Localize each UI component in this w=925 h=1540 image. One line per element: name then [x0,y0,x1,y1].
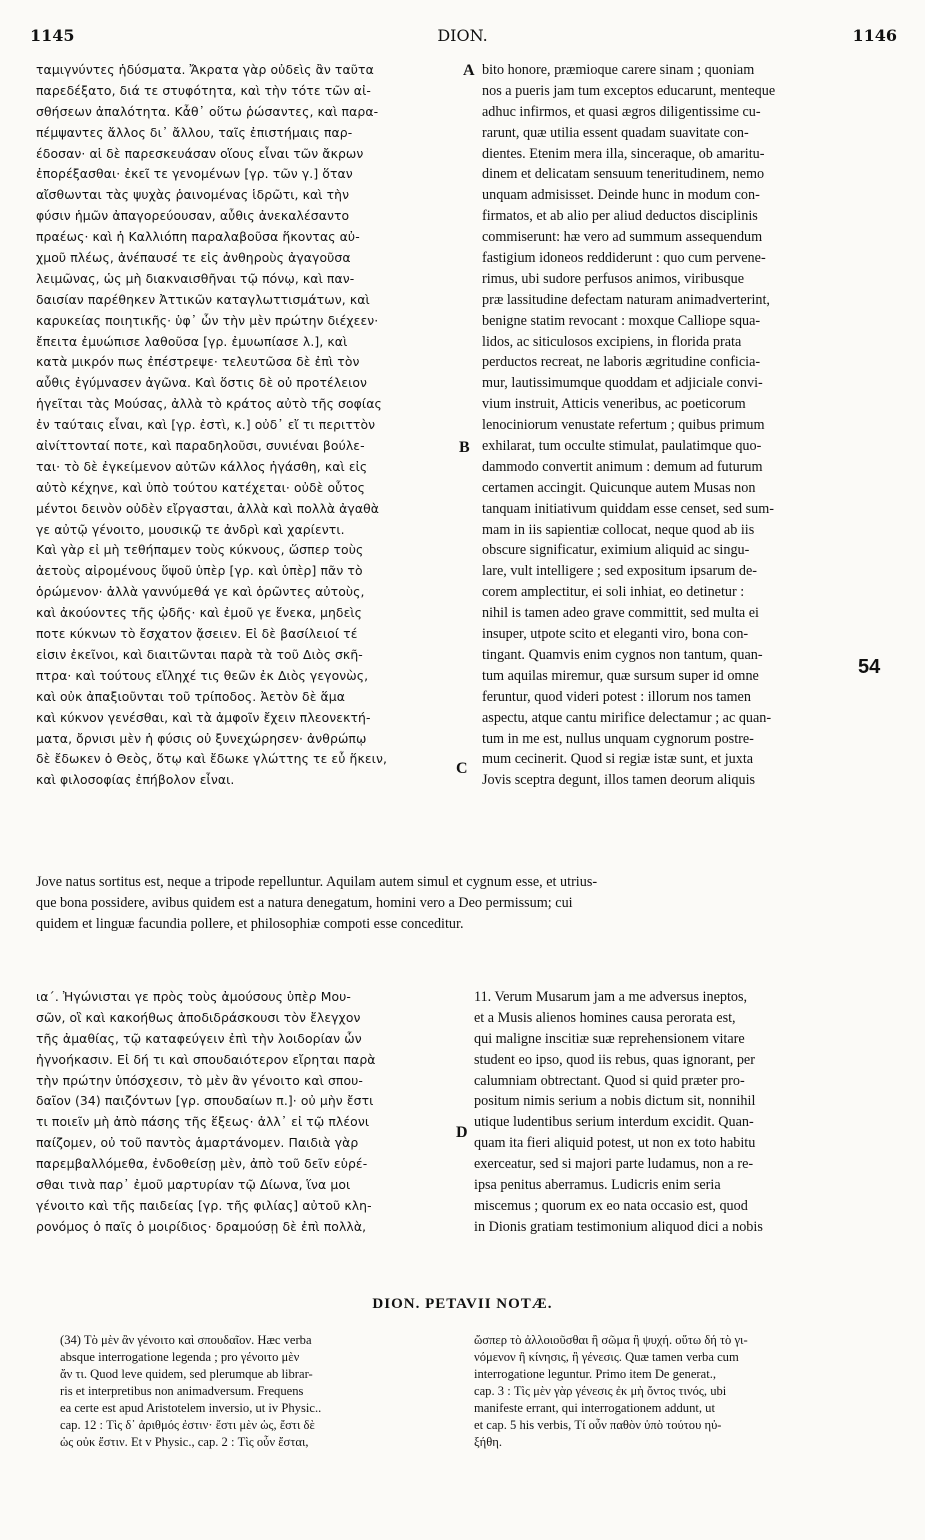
text-line: ἠγνοήκασιν. Εἰ δή τι καὶ σπουδαιότερον εἴρηται παρὰ [36,1051,376,1067]
text-line: cap. 12 : Τὶς δ᾽ ἀριθμός ἐστιν· ἔστι μὲν ὡς, ἔστι δὲ [60,1418,315,1432]
text-line: aspectu, atque cantu mirifice delectamur ; ac quan- [482,709,772,726]
text-line: tingant. Quamvis enim cygnos non tantum, quan- [482,646,763,663]
text-line: ipsa penitus aberramus. Ludicris enim seria [474,1177,721,1194]
text-line: (34) Τὸ μὲν ἂν γένοιτο καὶ σπουδαῖον. Hæc verba [60,1333,312,1347]
text-line: mam in iis sapientiæ collocat, neque quod ab iis [482,521,755,538]
text-line: ris et interpretibus non animadversum. Frequens [60,1384,304,1398]
text-line: dinem et delicatam sensuum teneritudinem, nemo [482,166,765,183]
column-number-54: 54 [858,656,881,678]
text-line: bito honore, præmioque carere sinam ; quoniam [482,62,755,78]
section-marker-a: A [463,62,475,79]
text-line: utique ludentibus serium interdum excidit. Quan- [474,1114,754,1131]
text-line: ξήθη. [474,1435,502,1449]
text-line: lare, vult intelligere ; sed expositum ipsarum de- [482,563,758,580]
text-line: rarunt, quæ utilia essent quadam suavitate con- [482,124,749,141]
text-line: adhuc infirmos, et quasi ægros diligentissime cu- [482,103,761,120]
text-line: vium instruit, Atticis veneribus, ac poeticorum [482,396,746,413]
page-number-left: 1145 [30,26,75,45]
text-line: student eo ipso, quod iis rebus, quas ignorant, per [474,1051,755,1068]
text-line: exhilarat, tum occulte stimulat, paulatimque quo- [482,438,762,455]
text-line: miscemus ; quorum ex eo nata occasio est, quod [474,1197,748,1214]
text-line: καὶ κύκνον γενέσθαι, καὶ τὰ ἀμφοῖν ἔχειν πλεονεκτή- [36,709,371,725]
text-line: παίζομεν, οὐ τοῦ παντὸς ἁμαρτάνομεν. Παιδιὰ γὰρ [36,1135,359,1151]
notes-heading: DION. PETAVII NOTÆ. [372,1296,553,1312]
text-line: ἀετοὺς αἰρομένους ὕψοῦ ὑπὲρ [γρ. καὶ ὑπὲρ] πᾶν τὸ [36,563,363,579]
text-line: et cap. 5 his verbis, Τί οὖν παθὸν ὑπὸ τούτου ηὐ- [474,1418,722,1432]
text-line: mum cecinerit. Quod si regiæ istæ sunt, et juxta [482,751,754,768]
text-line: Jove natus sortitus est, neque a tripode repelluntur. Aquilam autem simul et cygnum esse, et utrius- [36,874,598,890]
text-line: αἰνίττονταί ποτε, καὶ παραδηλοῦσι, συνιέναι βούλε- [36,438,365,454]
text-line: ια΄. Ἠγώνισται γε πρὸς τοὺς ἀμούσους ὑπὲρ Μου- [36,989,352,1004]
latin-column-bottom [474,987,894,1238]
text-line: perductos recreat, ne laboris ægritudine conficia- [482,354,761,371]
text-line: firmatos, et ab alio per aliud deductos disciplinis [482,208,758,225]
text-line: πτρα· καὶ τούτους εἴληχέ τις θεῶν ἐκ Διὸς γεγονὼς, [36,667,369,683]
text-line: unquam admisisset. Deinde hunc in modum con- [482,187,760,204]
text-line: corem amplectitur, ei soli inhiat, eo detinetur : [482,584,745,601]
text-line: ρονόμος ὁ παῖς ὁ μοιρίδιος· δραμούσῃ δὲ ἐπὶ πολλὰ, [36,1218,367,1234]
text-line: positum nimis serium a nobis dictum sit, nonnihil [474,1093,756,1110]
text-line: ὡς οὐκ ἔστιν. Et v Physic., cap. 2 : Τὶς οὖν ἔσται, [60,1435,309,1449]
text-line: εἰσιν ἐκεῖνοι, καὶ διαιτῶνται παρὰ τὰ τοῦ Διὸς σκῆ- [36,646,363,662]
text-line: αἴσθωνται τὰς ψυχὰς ῥαινομένας ἱδρῶτι, καὶ τὴν [36,187,350,203]
text-line: commiserunt: hæ vero ad summum assequendum [482,229,763,246]
text-line: benigne statim revocant : moxque Calliope squa- [482,312,761,329]
text-line: obscure significatur, eximium aliquid ac singu- [482,542,750,559]
notes-column-left [60,1332,452,1451]
text-line: quam ita fieri aliquid potest, ut non ex toto habitu [474,1135,756,1152]
text-line: mur, lautissimumque quoddam et adjiciale convi- [482,375,763,392]
text-line: τὴν πρώτην ὑπόσχεσιν, τὸ μὲν ἂν γένοιτο καὶ σπου- [36,1072,363,1088]
text-line: καὶ φιλοσοφίας ἐπήβολον εἶναι. [36,772,235,788]
text-line: ἔπειτα ἐμυώπισε λαθοῦσα [γρ. ἐμυωπίασε λ.], καὶ [36,333,348,349]
text-line: Jovis sceptra degunt, illos tamen deorum aliquis [482,772,756,789]
text-line: τι ποιεῖν μὴ ἀπὸ πάσης τῆς ἕξεως· ἀλλ᾽ εἰ τῷ πλέονι [36,1114,370,1130]
section-marker-d: D [456,1124,468,1141]
text-line: nos a pueris jam tum exceptos educarunt, menteque [482,82,776,99]
text-line: καρυκείας ποιητικῆς· ὑφ᾽ ὧν τὴν μὲν πρώτην διέχεεν· [36,312,379,328]
text-line: αὖθις ἐγύμνασεν ἀγῶνα. Καὶ ὅστις δὲ οὐ προτέλειον [36,375,368,391]
text-line: tum in me est, nullus unquam cygnorum postre- [482,730,754,747]
text-line: absque interrogatione legenda ; pro γένοιτο μὲν [60,1350,300,1364]
text-line: interrogatione leguntur. Primo item De generat., [474,1367,717,1381]
text-line: qui maligne inscitiæ suæ reprehensionem vitare [474,1030,745,1047]
text-line: lenociniorum venustate refertum ; quibus primum [482,417,765,434]
text-line: in Dionis gratiam testimonium aliquod dici a nobis [474,1218,763,1235]
text-line: tanquam initiativum quiddam esse censet, sed sum- [482,500,774,517]
text-line: ea certe est apud Aristotelem inversio, ut iv Physic.. [60,1401,322,1415]
text-line: dammodo convertit animum : demum ad futurum [482,458,763,475]
text-line: ἡγεῖται τὰς Μούσας, ἀλλὰ τὸ κράτος αὐτὸ τῆς σοφίας [36,396,382,412]
text-line: σῶν, οἳ καὶ κακοήθως ἀποδιδράσκουσι τὸν ἔλεγχον [36,1009,361,1025]
text-line: παρεμβαλλόμεθα, ἐνδοθείσῃ μὲν, ἀπὸ τοῦ δεῖν εὑρέ- [36,1156,368,1172]
text-line: λειμῶνας, ὡς μὴ διακναισθῆναι τῷ πόνῳ, καὶ παν- [36,270,355,286]
text-line: φύσιν ἡμῶν ἀπαγορεύουσαν, αὖθις ἀνεκαλέσαντο [36,208,350,224]
text-line: feruntur, quod videri potest : illorum nos tamen [482,688,751,705]
text-line: nihil is tamen adeo grave committit, sed multa ei [482,605,759,622]
text-line: δὲ ἔδωκεν ὁ Θεὸς, ὅτῳ καὶ ἔδωκε γλώττης τε εὖ ἥκειν, [36,751,388,767]
text-line: et a Musis alienos homines causa perorata est, [474,1009,736,1026]
text-line: que bona possidere, avibus quidem est a natura denegatum, homini vero a Deo permissum; cui [36,895,573,911]
text-line: cap. 3 : Τὶς μὲν γὰρ γένεσις ἐκ μὴ ὄντος τινός, ubi [474,1384,727,1398]
text-line: ἐν ταύταις εἶναι, καὶ [γρ. ἐστὶ, κ.] οὐδ᾽ εἴ τι περιττὸν [36,417,376,433]
text-line: calumniam obtrectant. Quod si quid præter pro- [474,1072,745,1089]
text-line: δαῖον (34) παιζόντων [γρ. σπουδαίων π.]· οὐ μὴν ἔστι [36,1093,374,1109]
text-line: μέντοι δεινὸν οὐδὲν εἴργασται, ἀλλὰ καὶ πολλὰ ἀγαθὰ [36,500,380,516]
text-line: νόμενον ἢ κίνησις, ἢ γένεσις. Quæ tamen verba cum [474,1350,739,1364]
text-line: certamen accingit. Quicunque autem Musas non [482,479,756,496]
text-line: δαισίαν παρέθηκεν Ἀττικῶν καταγλωττισμάτων, καὶ [36,291,370,307]
text-line: fastigium idoneos reddiderunt : quo cum pervene- [482,250,766,267]
text-line: έδοσαν· αἱ δὲ παρεσκευάσαν οἵους εἶναι τῶν ἄκρων [36,145,364,161]
section-marker-b: B [459,439,470,456]
text-line: ποτε κύκνων τὸ ἔσχατον ᾄσειεν. Εἰ δὲ βασίλειοί τέ [36,626,358,642]
text-line: præ lassitudine defectam naturam animadverterint, [482,291,770,308]
text-line: 11. Verum Musarum jam a me adversus ineptos, [474,989,748,1005]
text-line: Καὶ γὰρ εἰ μὴ τεθήπαμεν τοὺς κύκνους, ὥσπερ τοὺς [36,542,364,558]
text-line: insuper, utpote scito et eleganti viro, bona con- [482,626,749,643]
text-line: αὐτὸ κέχηνε, καὶ ὑπὸ τούτου κατέχεται· οὐδὲ οὗτος [36,479,366,495]
text-line: πραέως· καὶ ἡ Καλλιόπη παραλαβοῦσα ἥκοντας αὐ- [36,229,360,245]
text-line: σθαι τινὰ παρ᾽ ἐμοῦ μαρτυρίαν τῷ Δίωνα, ἵνα μοι [36,1177,351,1193]
text-line: tum aquilas miremur, quæ sursum super id omne [482,667,759,684]
text-line: lidos, ac siticulosos excipiens, in florida prata [482,333,742,350]
text-line: ται· τὸ δὲ ἐγκείμενον αὐτῶν κάλλος ἠγάσθη, καὶ εἰς [36,458,368,474]
text-line: ἐπορέξασθαι· ἐκεῖ τε γενομένων [γρ. τῶν γ.] ὅταν [36,166,353,182]
text-line: παρεδέξατο, διά τε στυφότητα, καὶ τὴν τότε τῶν αἰ- [36,82,371,98]
text-line: καὶ οὐκ ἀπαξιοῦνται τοῦ τρίποδος. Ἀετὸν δὲ ἅμα [36,688,346,704]
text-line: σθήσεων ἀπαλότητα. Κἆθ᾽ οὕτω ῥώσαντες, καὶ παρα- [36,103,379,119]
latin-full-width-text [36,872,894,935]
text-line: χμοῦ πλέως, ἀνέπαυσέ τε εἰς ἀνθηροὺς ἀγαγοῦσα [36,250,351,266]
text-line: ὁρώμενον· ἀλλὰ γαννύμεθά γε καὶ ὁρῶντες αὐτοὺς, [36,584,365,600]
text-line: καὶ ἀκούοντες τῆς ᾠδῆς· καὶ ἐμοῦ γε ἕνεκα, μηδεὶς [36,605,363,621]
text-line: γένοιτο καὶ τῆς παιδείας [γρ. τῆς φιλίας] αὐτοῦ κλη- [36,1197,372,1213]
greek-column-bottom [36,987,450,1238]
notes-column-right [474,1332,894,1451]
text-line: ἄν τι. Quod leve quidem, sed plerumque ab librar- [60,1367,313,1381]
text-line: κατὰ μικρόν πως ἐπέστρεψε· τελευτῶσα δὲ ἐπὶ τὸν [36,354,360,370]
section-marker-c: C [456,760,468,777]
text-line: ταμιγνύντες ἡδύσματα. Ἄκρατα γὰρ οὐδεὶς ἂν ταῦτα [36,62,374,77]
text-line: ὥσπερ τὸ ἀλλοιοῦσθαι ἢ σῶμα ἢ ψυχή. οὕτω δή τὸ γι- [474,1333,748,1347]
text-line: τῆς ἀμαθίας, τῷ καταφεύγειν ἐπὶ τὴν λοιδορίαν ὧν [36,1030,362,1046]
text-line: dientes. Etenim mera illa, sinceraque, ob amaritu- [482,145,765,162]
text-line: rimus, ubi sudore perfusos animos, viribusque [482,270,745,287]
text-line: πέμψαντες ἄλλος δι᾽ ἄλλου, ταῖς ἐπιστήμαις παρ- [36,124,353,140]
running-title: DION. [437,26,488,45]
greek-column-top [36,60,462,791]
latin-column-top [482,60,892,791]
text-line: quidem et linguæ facundia pollere, et philosophiæ compoti esse conceditur. [36,916,464,932]
text-line: ματα, ὄρνισι μὲν ἡ φύσις οὐ ξυνεχώρησεν· ἀνθρώπῳ [36,730,367,746]
text-line: γε αὐτῷ γένοιτο, μουσικῷ τε ἀνδρὶ καὶ χαρίεντι. [36,521,345,537]
text-line: manifeste errant, qui interrogationem addunt, ut [474,1401,715,1415]
page-number-right: 1146 [852,26,897,45]
text-line: exerceatur, sed si majori parte ludamus, non a re- [474,1156,754,1173]
